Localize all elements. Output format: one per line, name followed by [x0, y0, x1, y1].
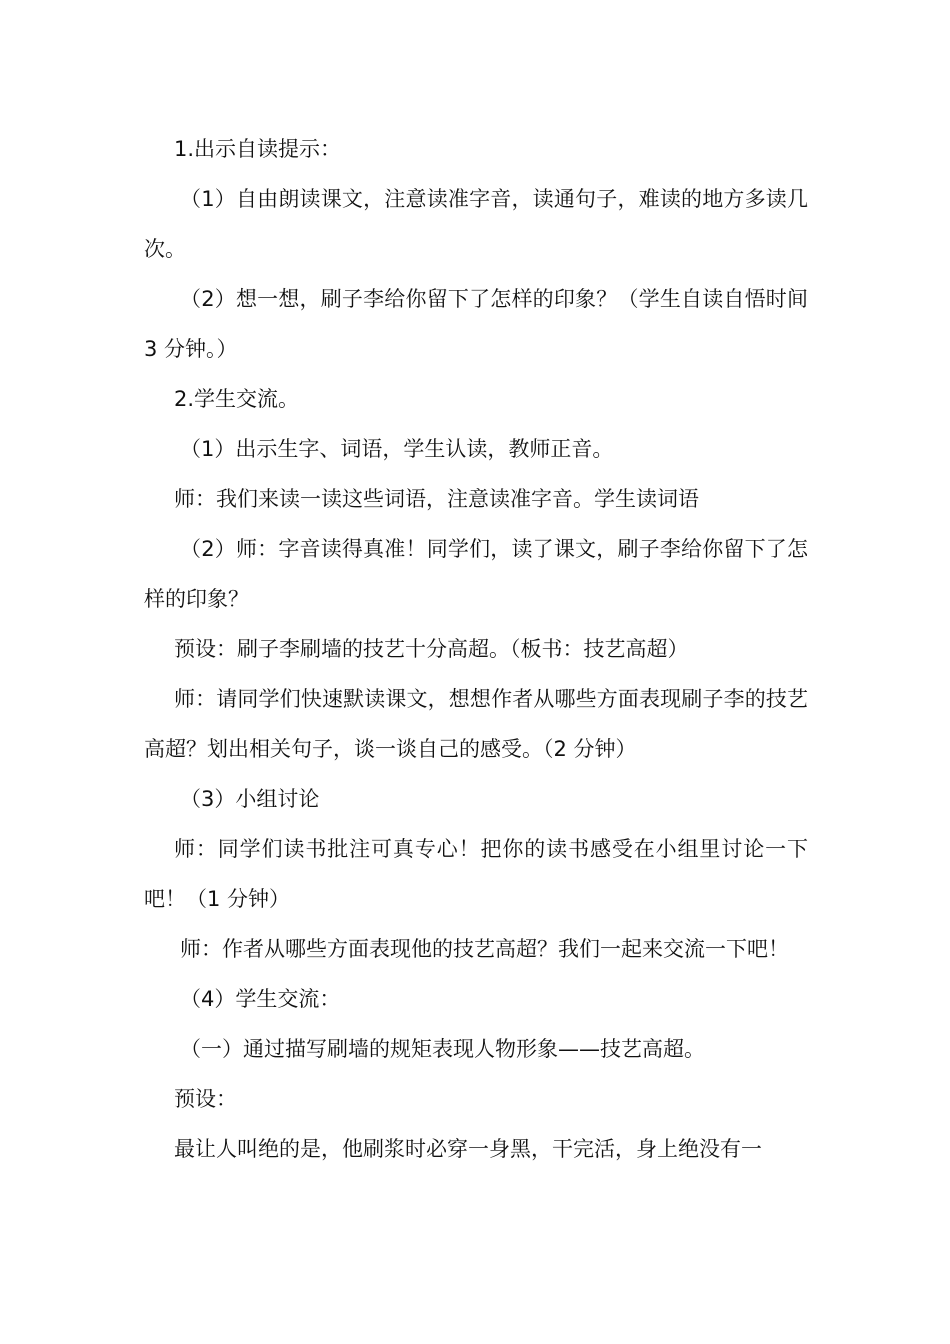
paragraph-section-one: （一）通过描写刷墙的规矩表现人物形象——技艺高超。	[180, 1037, 705, 1061]
paragraph-vocabulary: （1）出示生字、词语，学生认读，教师正音。	[180, 437, 614, 461]
paragraph-preset-impression: 预设：刷子李刷墙的技艺十分高超。（板书：技艺高超）	[174, 637, 689, 661]
paragraph-step-1-heading: 1.出示自读提示：	[174, 137, 342, 161]
paragraph-teacher-exchange: 师：作者从哪些方面表现他的技艺高超？我们一起来交流一下吧！	[180, 937, 789, 961]
paragraph-reading-tip-2: （2）想一想，刷子李给你留下了怎样的印象？（学生自读自悟时间 3 分钟。）	[144, 287, 808, 361]
paragraph-teacher-words: 师：我们来读一读这些词语，注意读准字音。学生读词语	[174, 487, 699, 511]
paragraph-student-exchange: （4）学生交流：	[180, 987, 341, 1011]
paragraph-teacher-discussion: 师：同学们读书批注可真专心！把你的读书感受在小组里讨论一下吧！（1 分钟）	[144, 837, 808, 911]
paragraph-preset-label: 预设：	[174, 1087, 237, 1111]
paragraph-teacher-impression: （2）师：字音读得真准！同学们，读了课文，刷子李给你留下了怎样的印象？	[144, 537, 808, 611]
paragraph-step-2-heading: 2.学生交流。	[174, 387, 300, 411]
document-body	[144, 124, 808, 1174]
paragraph-quote: 最让人叫绝的是，他刷浆时必穿一身黑，干完活，身上绝没有一	[174, 1137, 762, 1161]
paragraph-reading-tip-1: （1）自由朗读课文，注意读准字音，读通句子，难读的地方多读几次。	[144, 187, 808, 261]
paragraph-teacher-silent-reading: 师：请同学们快速默读课文，想想作者从哪些方面表现刷子李的技艺高超？划出相关句子，谈一谈自己的感受。（2 分钟）	[144, 687, 808, 761]
paragraph-group-discussion: （3）小组讨论	[180, 787, 320, 811]
